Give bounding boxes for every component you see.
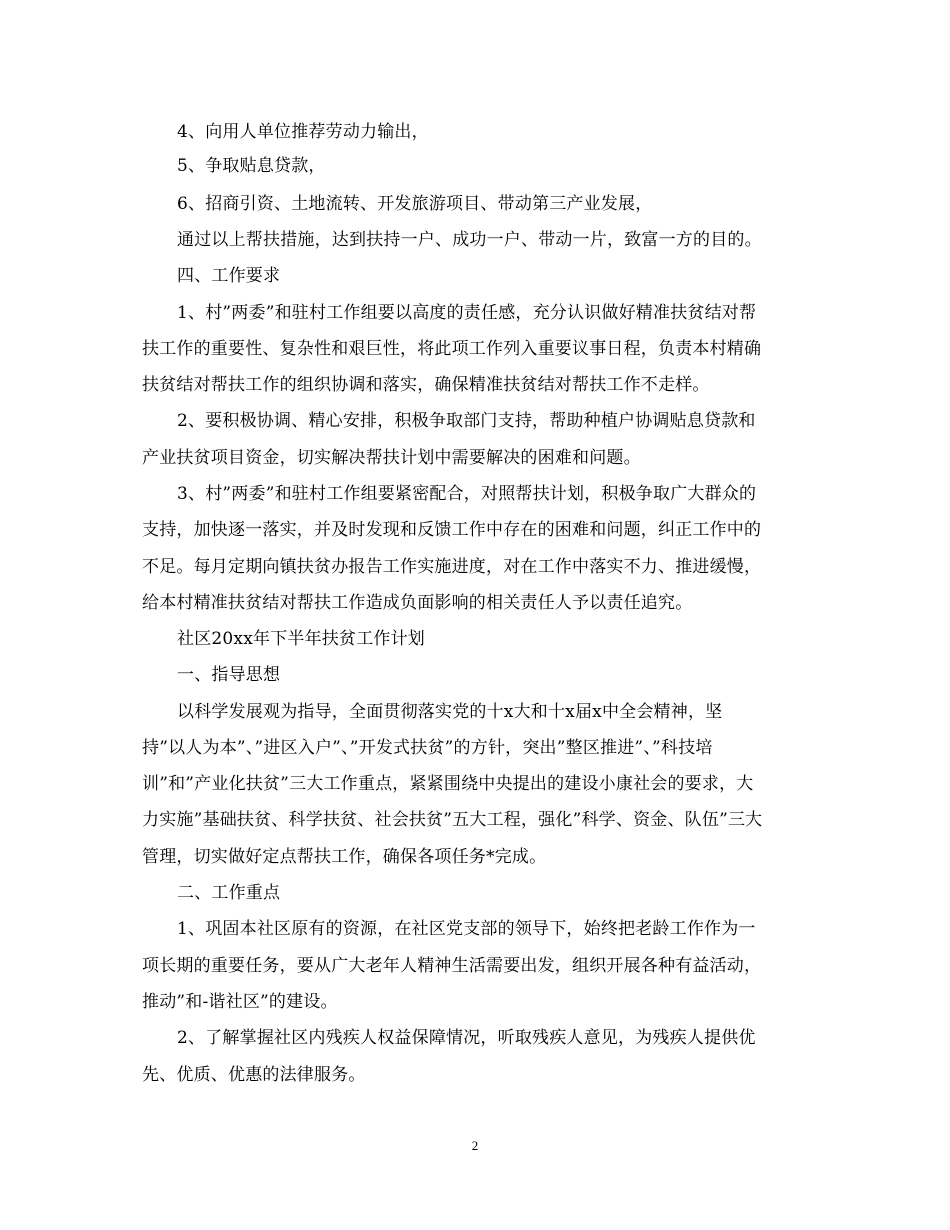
text-line: 1、巩固本社区原有的资源，在社区党支部的领导下，始终把老龄工作作为一 [177,919,756,939]
text-line: 不足。每月定期向镇扶贫办报告工作实施进度，对在工作中落实不力、推进缓慢， [142,557,762,577]
text-line: 扶工作的重要性、复杂性和艰巨性，将此项工作列入重要议事日程，负责本村精确 [142,339,762,359]
section-heading: 二、工作重点 [177,883,281,903]
text-line: 4、向用人单位推荐劳动力输出， [177,122,429,142]
section-heading: 一、指导思想 [177,665,281,685]
section-title: 社区20xx年下半年扶贫工作计划 [177,629,426,649]
text-line: 推动”和-谐社区”的建设。 [142,992,338,1012]
text-line: 给本村精准扶贫结对帮扶工作造成负面影响的相关责任人予以责任追究。 [142,593,693,613]
text-line: 通过以上帮扶措施，达到扶持一户、成功一户、带动一片，致富一方的目的。 [177,230,762,250]
text-line: 产业扶贫项目资金，切实解决帮扶计划中需要解决的困难和问题。 [142,448,641,468]
text-line: 3、村”两委”和驻村工作组要紧密配合，对照帮扶计划，积极争取广大群众的 [177,484,757,504]
text-line: 持”以人为本”、”进区入户”、”开发式扶贫”的方针，突出”整区推进”、”科技培 [142,738,713,758]
text-line: 先、优质、优惠的法律服务。 [142,1065,366,1085]
text-line: 训”和”产业化扶贫”三大工作重点，紧紧围绕中央提出的建设小康社会的要求，大 [142,774,754,794]
section-heading: 四、工作要求 [177,266,281,286]
text-line: 2、了解掌握社区内残疾人权益保障情况，听取残疾人意见，为残疾人提供优 [177,1028,756,1048]
text-line: 2、要积极协调、精心安排，积极争取部门支持，帮助种植户协调贴息贷款和 [177,411,756,431]
text-line: 管理，切实做好定点帮扶工作，确保各项任务*完成。 [142,847,547,867]
text-line: 1、村”两委”和驻村工作组要以高度的责任感，充分认识做好精准扶贫结对帮 [177,303,757,323]
text-line: 项长期的重要任务，要从广大老年人精神生活需要出发，组织开展各种有益活动， [142,956,762,976]
text-line: 以科学发展观为指导，全面贯彻落实党的十x大和十x届x中全会精神，坚 [177,702,723,722]
text-line: 支持，加快逐一落实，并及时发现和反馈工作中存在的困难和问题，纠正工作中的 [142,520,762,540]
text-line: 力实施”基础扶贫、科学扶贫、社会扶贫”五大工程，强化”科学、资金、队伍”三大 [142,810,763,830]
text-line: 6、招商引资、土地流转、开发旅游项目、带动第三产业发展， [177,194,653,214]
page-number: 2 [471,1138,479,1153]
text-line: 扶贫结对帮扶工作的组织协调和落实，确保精准扶贫结对帮扶工作不走样。 [142,375,710,395]
text-line: 5、争取贴息贷款， [177,156,326,176]
